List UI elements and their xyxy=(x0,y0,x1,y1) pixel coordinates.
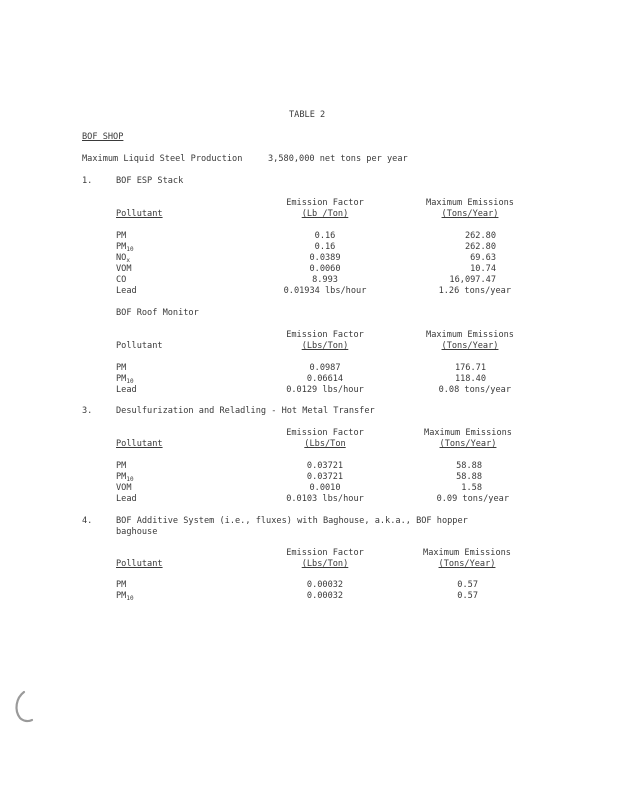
factor-header: Emission Factor xyxy=(286,428,364,438)
emissions-units: (Tons/Year) xyxy=(441,209,499,219)
factor-header: Emission Factor xyxy=(286,330,364,340)
emission-cell: 10.74 xyxy=(470,264,496,274)
pollutant-cell: VOM xyxy=(116,264,132,274)
factor-header: Emission Factor xyxy=(286,198,364,208)
section-heading: BOF ESP Stack xyxy=(116,176,184,186)
emission-cell: 1.26 tons/year xyxy=(438,286,511,296)
factor-cell: 0.0060 xyxy=(309,264,341,274)
emissions-header: Maximum Emissions xyxy=(423,548,511,558)
production-value: 3,580,000 net tons per year xyxy=(268,154,408,164)
factor-cell: 0.0010 xyxy=(309,483,341,493)
pollutant-cell: Lead xyxy=(116,385,137,395)
factor-cell: 0.0987 xyxy=(309,363,341,373)
factor-cell: 0.03721 xyxy=(306,472,344,482)
pollutant-cell: $NO_x$ xyxy=(116,253,130,264)
emission-cell: 176.71 xyxy=(454,363,486,373)
pollutant-header: Pollutant xyxy=(116,559,163,569)
emissions-units: (Tons/Year) xyxy=(441,341,499,351)
section-heading: BOF Additive System (i.e., fluxes) with Baghouse, a.k.a., BOF hopper xyxy=(116,516,468,526)
factor-cell: 0.06614 xyxy=(306,374,344,384)
factor-cell: 8.993 xyxy=(312,275,338,285)
emission-cell: 118.40 xyxy=(454,374,486,384)
emissions-units: (Tons/Year) xyxy=(438,559,496,569)
emission-cell: 0.08 tons/year xyxy=(438,385,511,395)
emission-cell: 58.88 xyxy=(456,461,482,471)
section-number: 3. xyxy=(82,406,93,416)
factor-units: (Lb /Ton) xyxy=(301,209,349,219)
section-number: 4. xyxy=(82,516,93,526)
emissions-header: Maximum Emissions xyxy=(426,198,514,208)
pollutant-cell: $PM_{10}$ xyxy=(116,374,134,385)
factor-header: Emission Factor xyxy=(286,548,364,558)
emission-cell: 58.88 xyxy=(456,472,482,482)
section-heading-continued: baghouse xyxy=(116,527,158,537)
factor-units: (Lbs/Ton) xyxy=(301,559,349,569)
factor-cell: 0.0129 lbs/hour xyxy=(286,385,364,395)
pollutant-cell: PM xyxy=(116,231,127,241)
pollutant-cell: VOM xyxy=(116,483,132,493)
pollutant-cell: PM xyxy=(116,580,127,590)
pollutant-cell: PM xyxy=(116,363,127,373)
scan-mark-decoration xyxy=(12,690,34,724)
pollutant-cell: PM xyxy=(116,461,127,471)
pollutant-cell: $PM_{10}$ xyxy=(116,472,134,483)
factor-cell: 0.01934 lbs/hour xyxy=(283,286,367,296)
emissions-header: Maximum Emissions xyxy=(424,428,512,438)
factor-cell: 0.03721 xyxy=(306,461,344,471)
shop-heading: BOF SHOP xyxy=(82,132,124,142)
section-heading: Desulfurization and Reladling - Hot Metal Transfer xyxy=(116,406,375,416)
emission-cell: 16,097.47 xyxy=(449,275,496,285)
factor-cell: 0.16 xyxy=(314,231,336,241)
pollutant-cell: $PM_{10}$ xyxy=(116,591,134,602)
factor-cell: 0.16 xyxy=(314,242,336,252)
pollutant-cell: Lead xyxy=(116,494,137,504)
factor-units: (Lbs/Ton xyxy=(304,439,346,449)
pollutant-header: Pollutant xyxy=(116,341,163,351)
pollutant-header: Pollutant xyxy=(116,209,163,219)
table-title: TABLE 2 xyxy=(289,110,326,120)
factor-cell: 0.0103 lbs/hour xyxy=(286,494,364,504)
section-heading: BOF Roof Monitor xyxy=(116,308,199,318)
emission-cell: 262.80 xyxy=(464,231,496,241)
emissions-units: (Tons/Year) xyxy=(439,439,497,449)
pollutant-cell: CO xyxy=(116,275,127,285)
pollutant-cell: Lead xyxy=(116,286,137,296)
emissions-header: Maximum Emissions xyxy=(426,330,514,340)
factor-units: (Lbs/Ton) xyxy=(301,341,349,351)
emission-cell: 0.57 xyxy=(457,580,478,590)
emission-cell: 69.63 xyxy=(470,253,496,263)
emission-cell: 262.80 xyxy=(464,242,496,252)
pollutant-header: Pollutant xyxy=(116,439,163,449)
factor-cell: 0.0389 xyxy=(309,253,341,263)
factor-cell: 0.00032 xyxy=(306,580,344,590)
section-number: 1. xyxy=(82,176,93,186)
emission-cell: 1.58 xyxy=(461,483,482,493)
emission-cell: 0.09 tons/year xyxy=(436,494,509,504)
factor-cell: 0.00032 xyxy=(306,591,344,601)
emission-cell: 0.57 xyxy=(457,591,478,601)
pollutant-cell: $PM_{10}$ xyxy=(116,242,134,253)
production-label: Maximum Liquid Steel Production xyxy=(82,154,243,164)
